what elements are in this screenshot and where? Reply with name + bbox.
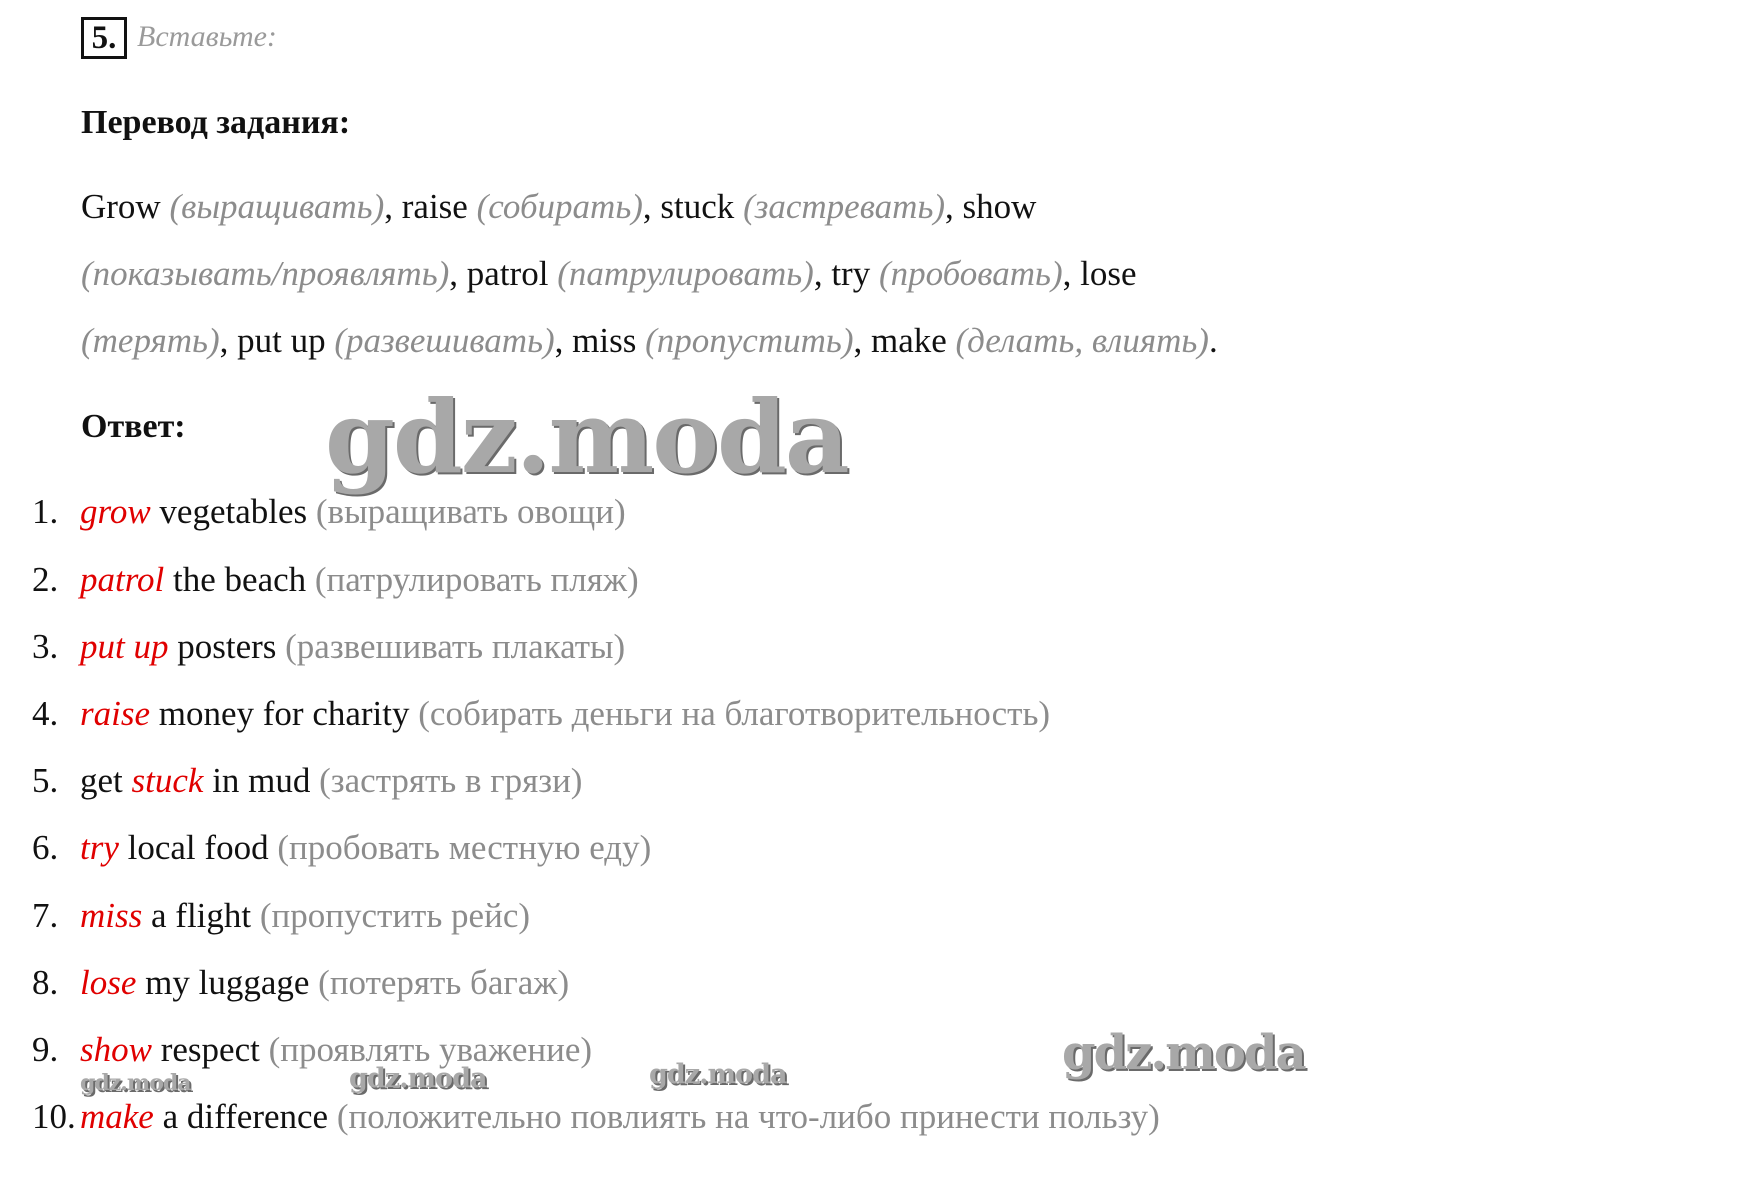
item-number: 6.: [32, 828, 59, 867]
translation-line-3: [81, 321, 1218, 361]
answer-item: [32, 1097, 1160, 1137]
item-prefix: get: [80, 761, 132, 800]
item-keyword: grow: [80, 492, 151, 531]
item-translation: (патрулировать пляж): [314, 560, 639, 599]
translation-word: , stuck: [642, 187, 744, 226]
item-keyword: put up: [80, 627, 169, 666]
translation-gloss: (пробовать): [878, 254, 1063, 293]
item-phrase: money for charity: [150, 694, 419, 733]
translation-gloss: (показывать/проявлять): [81, 254, 450, 293]
watermark-large: gdz.moda: [325, 378, 848, 496]
item-number: 3.: [32, 627, 59, 666]
item-phrase: respect: [151, 1030, 269, 1069]
watermark-small-1: gdz.moda: [80, 1070, 191, 1096]
item-phrase: a difference: [153, 1097, 337, 1136]
item-translation: (потерять багаж): [318, 963, 570, 1002]
item-keyword: try: [80, 828, 119, 867]
item-translation: (проявлять уважение): [268, 1030, 593, 1069]
translation-gloss: (собирать): [476, 187, 643, 226]
translation-gloss: (терять): [81, 321, 220, 360]
answer-heading: Ответ:: [81, 408, 186, 445]
translation-heading: Перевод задания:: [81, 104, 351, 141]
item-number: 7.: [32, 896, 59, 935]
translation-word: , make: [853, 321, 956, 360]
item-phrase: local food: [118, 828, 278, 867]
answer-item: [32, 761, 582, 801]
item-phrase: the beach: [164, 560, 315, 599]
answer-item: [32, 963, 569, 1003]
translation-word: , put up: [219, 321, 335, 360]
watermark-medium: gdz.moda: [1062, 1025, 1305, 1081]
item-keyword: raise: [80, 694, 150, 733]
answer-item: [32, 694, 1050, 734]
translation-word: , patrol: [449, 254, 558, 293]
item-translation: (собирать деньги на благотворительность): [418, 694, 1051, 733]
translation-word: , miss: [554, 321, 646, 360]
watermark-small-2: gdz.moda: [349, 1063, 487, 1094]
translation-word: , raise: [384, 187, 477, 226]
item-keyword: stuck: [131, 761, 204, 800]
item-number: 2.: [32, 560, 59, 599]
watermark-small-3: gdz.moda: [649, 1059, 787, 1090]
answer-item: [32, 560, 639, 600]
translation-gloss: (застревать): [743, 187, 946, 226]
translation-gloss: (пропустить): [645, 321, 854, 360]
translation-word: , lose: [1062, 254, 1137, 293]
translation-word: Grow: [81, 187, 170, 226]
item-translation: (застрять в грязи): [319, 761, 583, 800]
item-keyword: show: [80, 1030, 152, 1069]
item-keyword: make: [80, 1097, 154, 1136]
item-translation: (положительно повлиять на что-либо принести пользу): [336, 1097, 1160, 1136]
translation-word: , try: [813, 254, 879, 293]
item-number: 4.: [32, 694, 59, 733]
translation-word: .: [1208, 321, 1218, 360]
item-translation: (пробовать местную еду): [277, 828, 652, 867]
item-phrase: vegetables: [150, 492, 316, 531]
translation-gloss: (выращивать): [169, 187, 385, 226]
answer-item: [32, 627, 625, 667]
translation-gloss: (патрулировать): [557, 254, 814, 293]
item-number: 8.: [32, 963, 59, 1002]
item-phrase: my luggage: [136, 963, 319, 1002]
item-phrase: in mud: [203, 761, 320, 800]
item-keyword: patrol: [80, 560, 165, 599]
item-translation: (пропустить рейс): [259, 896, 531, 935]
task-instruction: Вставьте:: [137, 20, 277, 53]
answer-item: [32, 492, 626, 532]
task-number: 5.: [81, 17, 127, 59]
item-number: 1.: [32, 492, 59, 531]
answer-item: [32, 896, 530, 936]
item-keyword: lose: [80, 963, 137, 1002]
item-phrase: a flight: [142, 896, 260, 935]
item-translation: (выращивать овощи): [315, 492, 626, 531]
item-number: 5.: [32, 761, 59, 800]
item-phrase: posters: [168, 627, 286, 666]
answer-item: [32, 828, 651, 868]
translation-gloss: (делать, влиять): [955, 321, 1209, 360]
translation-line-2: [81, 254, 1137, 294]
item-keyword: miss: [80, 896, 143, 935]
item-number: 9.: [32, 1030, 59, 1069]
item-translation: (развешивать плакаты): [285, 627, 626, 666]
translation-word: , show: [945, 187, 1037, 226]
translation-line-1: [81, 187, 1036, 227]
answer-item: [32, 1030, 592, 1070]
item-number: 10.: [32, 1097, 76, 1136]
translation-gloss: (развешивать): [334, 321, 555, 360]
